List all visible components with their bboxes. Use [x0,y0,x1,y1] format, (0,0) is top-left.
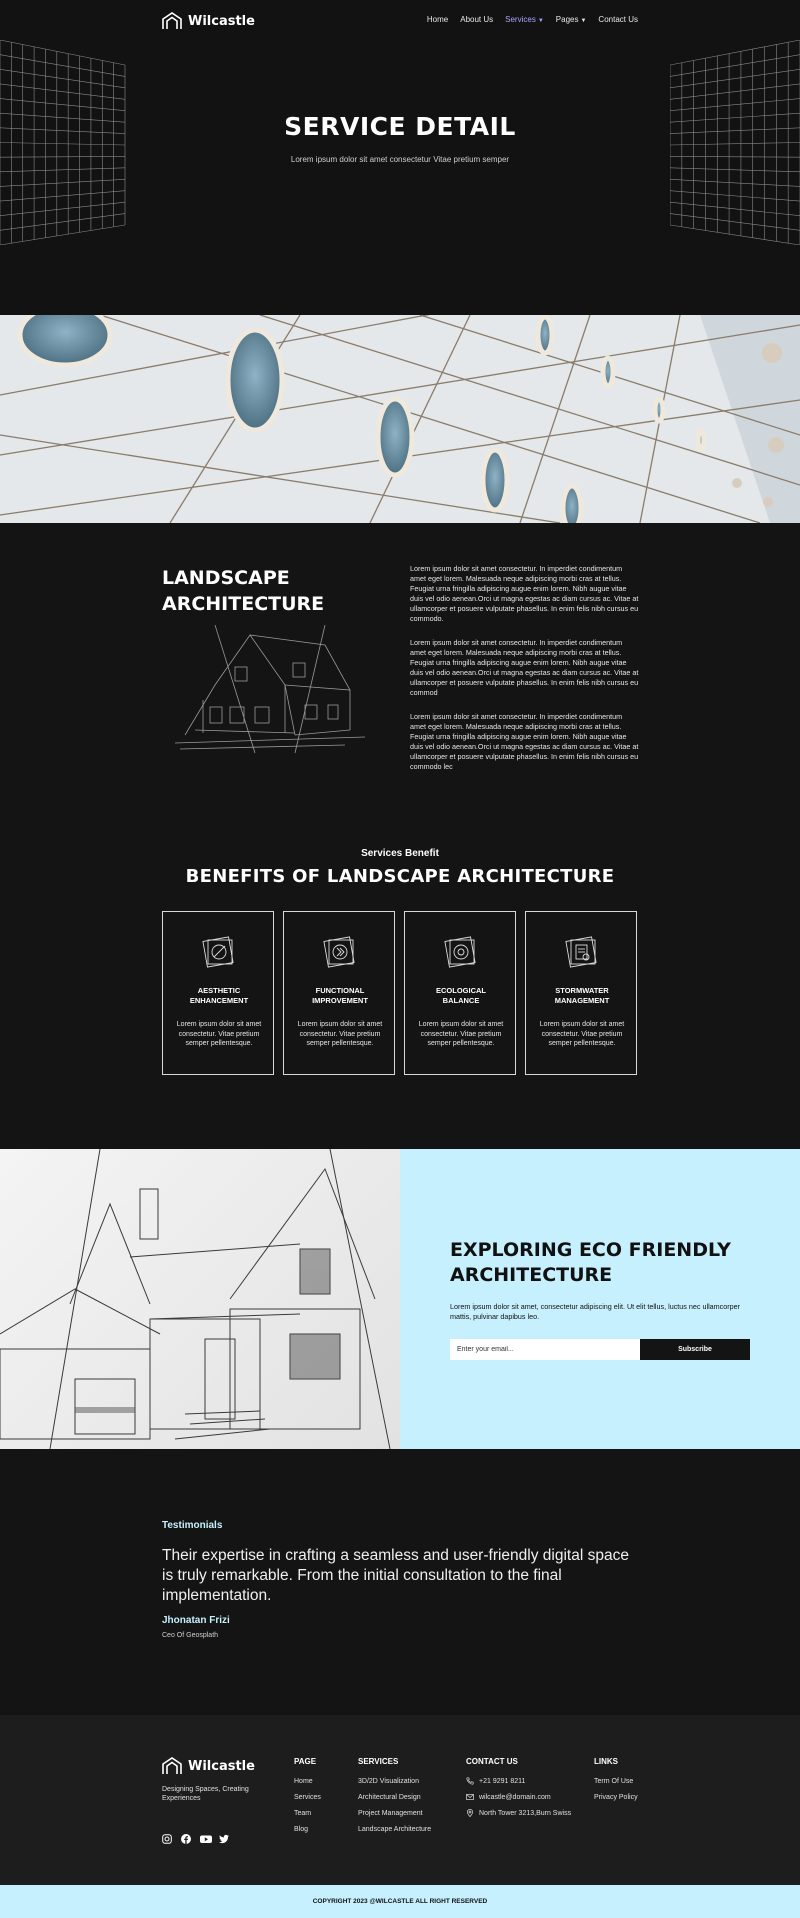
footer-link[interactable]: Architectural Design [358,1794,421,1801]
nav-item-pages-label: Pages [555,15,579,24]
footer-page-heading: PAGE [294,1757,317,1766]
benefit-card-title: ECOLOGICAL BALANCE [436,986,486,1005]
house-sketch-illustration [175,625,365,755]
landscape-paragraph-1: Lorem ipsum dolor sit amet consectetur. In imperdiet condimentum amet eget lorem. Malesuada neque adipiscing morbi cras at tellus. Feugiat urna fringilla adipiscing augue enim lorem. Nibh augue vitae duis vel odio aenean.Orci ut magna egestas ac diam cursus ac. Vitae at ullamcorper et posuere vulputate phasellus. In enim felis nibh cursus eu commodo. [410,564,639,623]
email-input[interactable] [450,1339,640,1360]
nav-item-services-label: Services [505,15,536,24]
house-pencil-sketch [0,1149,400,1449]
benefit-card-text: Lorem ipsum dolor sit amet consectetur. Vitae pretium semper pellentesque. [539,1021,625,1047]
footer-tagline: Designing Spaces, Creating Experiences [162,1786,249,1802]
footer-link[interactable]: Privacy Policy [594,1794,638,1801]
mail-icon [466,1793,474,1801]
social-links [162,1831,229,1841]
landscape-paragraph-2: Lorem ipsum dolor sit amet consectetur. In imperdiet condimentum amet eget lorem. Malesuada neque adipiscing morbi cras at tellus. Feugiat urna fringilla adipiscing augue enim lorem. Nibh augue vitae duis vel odio aenean.Orci ut magna egestas ac diam cursus ac. Vitae at ullamcorper et posuere vulputate phasellus. In enim felis nibh cursus eu commod [410,638,639,697]
footer-phone-text: +21 9291 8211 [479,1778,526,1785]
footer [0,1715,800,1885]
eco-section [0,1149,800,1449]
footer-link[interactable]: Term Of Use [594,1778,634,1785]
testimonial-label: Testimonials [162,1520,223,1531]
benefit-card-ecological[interactable] [404,911,516,1075]
benefits-subtitle: Services Benefit [361,848,439,859]
footer-links-column [594,1757,639,1815]
footer-link[interactable]: Team [294,1810,312,1817]
footer-link[interactable]: Blog [294,1826,309,1833]
footer-brand-logo[interactable] [162,1757,255,1775]
aesthetic-icon [201,934,237,970]
footer-brand-name: Wilcastle [188,1758,255,1774]
footer-services-heading: SERVICES [358,1757,399,1766]
testimonial-role: Ceo Of Geosplath [162,1632,219,1639]
subscribe-button[interactable]: Subscribe [640,1339,750,1360]
nav-menu [427,15,638,24]
chevron-down-icon: ▼ [580,18,587,24]
footer-link[interactable]: Services [294,1794,321,1801]
eco-title: EXPLORING ECO FRIENDLY ARCHITECTURE [450,1239,731,1286]
chevron-down-icon: ▼ [537,18,544,24]
wireframe-grid-right [670,40,800,245]
facebook-icon[interactable] [181,1831,191,1841]
phone-icon [466,1777,474,1785]
benefit-card-stormwater[interactable] [525,911,637,1075]
footer-address-text: North Tower 3213,Burn Swiss [479,1810,572,1817]
testimonial-quote: Their expertise in crafting a seamless and user-friendly digital space is truly remarkable. From the initial consultation to the final implementation. [162,1547,629,1604]
benefit-card-text: Lorem ipsum dolor sit amet consectetur. Vitae pretium semper pellentesque. [297,1021,383,1047]
footer-email[interactable] [466,1793,571,1809]
footer-link[interactable]: Landscape Architecture [358,1826,432,1833]
benefit-card-aesthetic[interactable] [162,911,274,1075]
twitter-icon[interactable] [219,1831,229,1841]
nav-item-about[interactable]: About Us [460,15,494,24]
benefit-card-text: Lorem ipsum dolor sit amet consectetur. Vitae pretium semper pellentesque. [418,1021,504,1047]
eco-text: Lorem ipsum dolor sit amet, consectetur adipiscing elit. Ut elit tellus, luctus nec ullamcorper mattis, pulvinar dapibus leo. [450,1302,741,1321]
footer-email-text: wilcastle@domain.com [479,1794,551,1801]
footer-contact-column [466,1757,571,1825]
functional-icon [322,934,358,970]
nav-item-pages[interactable] [556,15,587,24]
footer-contact-heading: CONTACT US [466,1757,518,1766]
benefit-card-title: FUNCTIONAL IMPROVEMENT [312,986,368,1005]
footer-link[interactable]: Home [294,1778,313,1785]
hero-section [0,0,800,315]
testimonial-author: Jhonatan Frizi [162,1615,230,1626]
nav-item-home[interactable]: Home [426,15,449,24]
eco-newsletter-panel [400,1149,800,1449]
instagram-icon[interactable] [162,1831,172,1841]
copyright-bar: COPYRIGHT 2023 @WILCASTLE ALL RIGHT RESERVED [0,1885,800,1918]
location-pin-icon [466,1809,474,1817]
house-logo-icon [162,1757,182,1775]
nav-item-contact[interactable]: Contact Us [598,15,638,24]
footer-address [466,1809,571,1825]
benefit-card-text: Lorem ipsum dolor sit amet consectetur. Vitae pretium semper pellentesque. [176,1021,262,1047]
benefit-cards [162,911,638,1075]
footer-phone[interactable] [466,1777,571,1793]
footer-link[interactable]: Project Management [358,1810,423,1817]
youtube-icon[interactable] [200,1831,210,1841]
footer-links-heading: LINKS [594,1757,618,1766]
ecological-icon [443,934,479,970]
benefit-card-title: STORMWATER MANAGEMENT [554,986,610,1005]
footer-page-column [294,1757,321,1841]
hero-subtitle: Lorem ipsum dolor sit amet consectetur Vitae pretium semper [290,155,510,164]
hero-title: SERVICE DETAIL [284,112,516,141]
brand-name: Wilcastle [188,13,255,29]
benefit-card-title: AESTHETIC ENHANCEMENT [189,986,249,1005]
house-logo-icon [162,12,182,30]
top-navigation [0,0,800,42]
facade-photo [0,315,800,523]
benefit-card-functional[interactable] [283,911,395,1075]
brand-logo[interactable] [162,12,255,30]
stormwater-icon [564,934,600,970]
facade-illustration [0,315,800,523]
landscape-paragraph-3: Lorem ipsum dolor sit amet consectetur. In imperdiet condimentum amet eget lorem. Malesuada neque adipiscing morbi cras at tellus. Feugiat urna fringilla adipiscing augue enim lorem. Nibh augue vitae duis vel odio aenean.Orci ut magna egestas ac diam cursus ac. Vitae at ullamcorper et posuere vulputate phasellus. In enim felis nibh cursus eu commodo lec [410,712,639,771]
wireframe-grid-left [0,40,130,245]
nav-item-services[interactable] [505,15,544,24]
landscape-title: LANDSCAPE ARCHITECTURE [162,567,325,615]
footer-services-column [358,1757,431,1841]
footer-link[interactable]: 3D/2D Visualization [358,1778,419,1785]
house-pencil-drawing [0,1149,400,1449]
benefits-title: BENEFITS OF LANDSCAPE ARCHITECTURE [185,866,615,887]
